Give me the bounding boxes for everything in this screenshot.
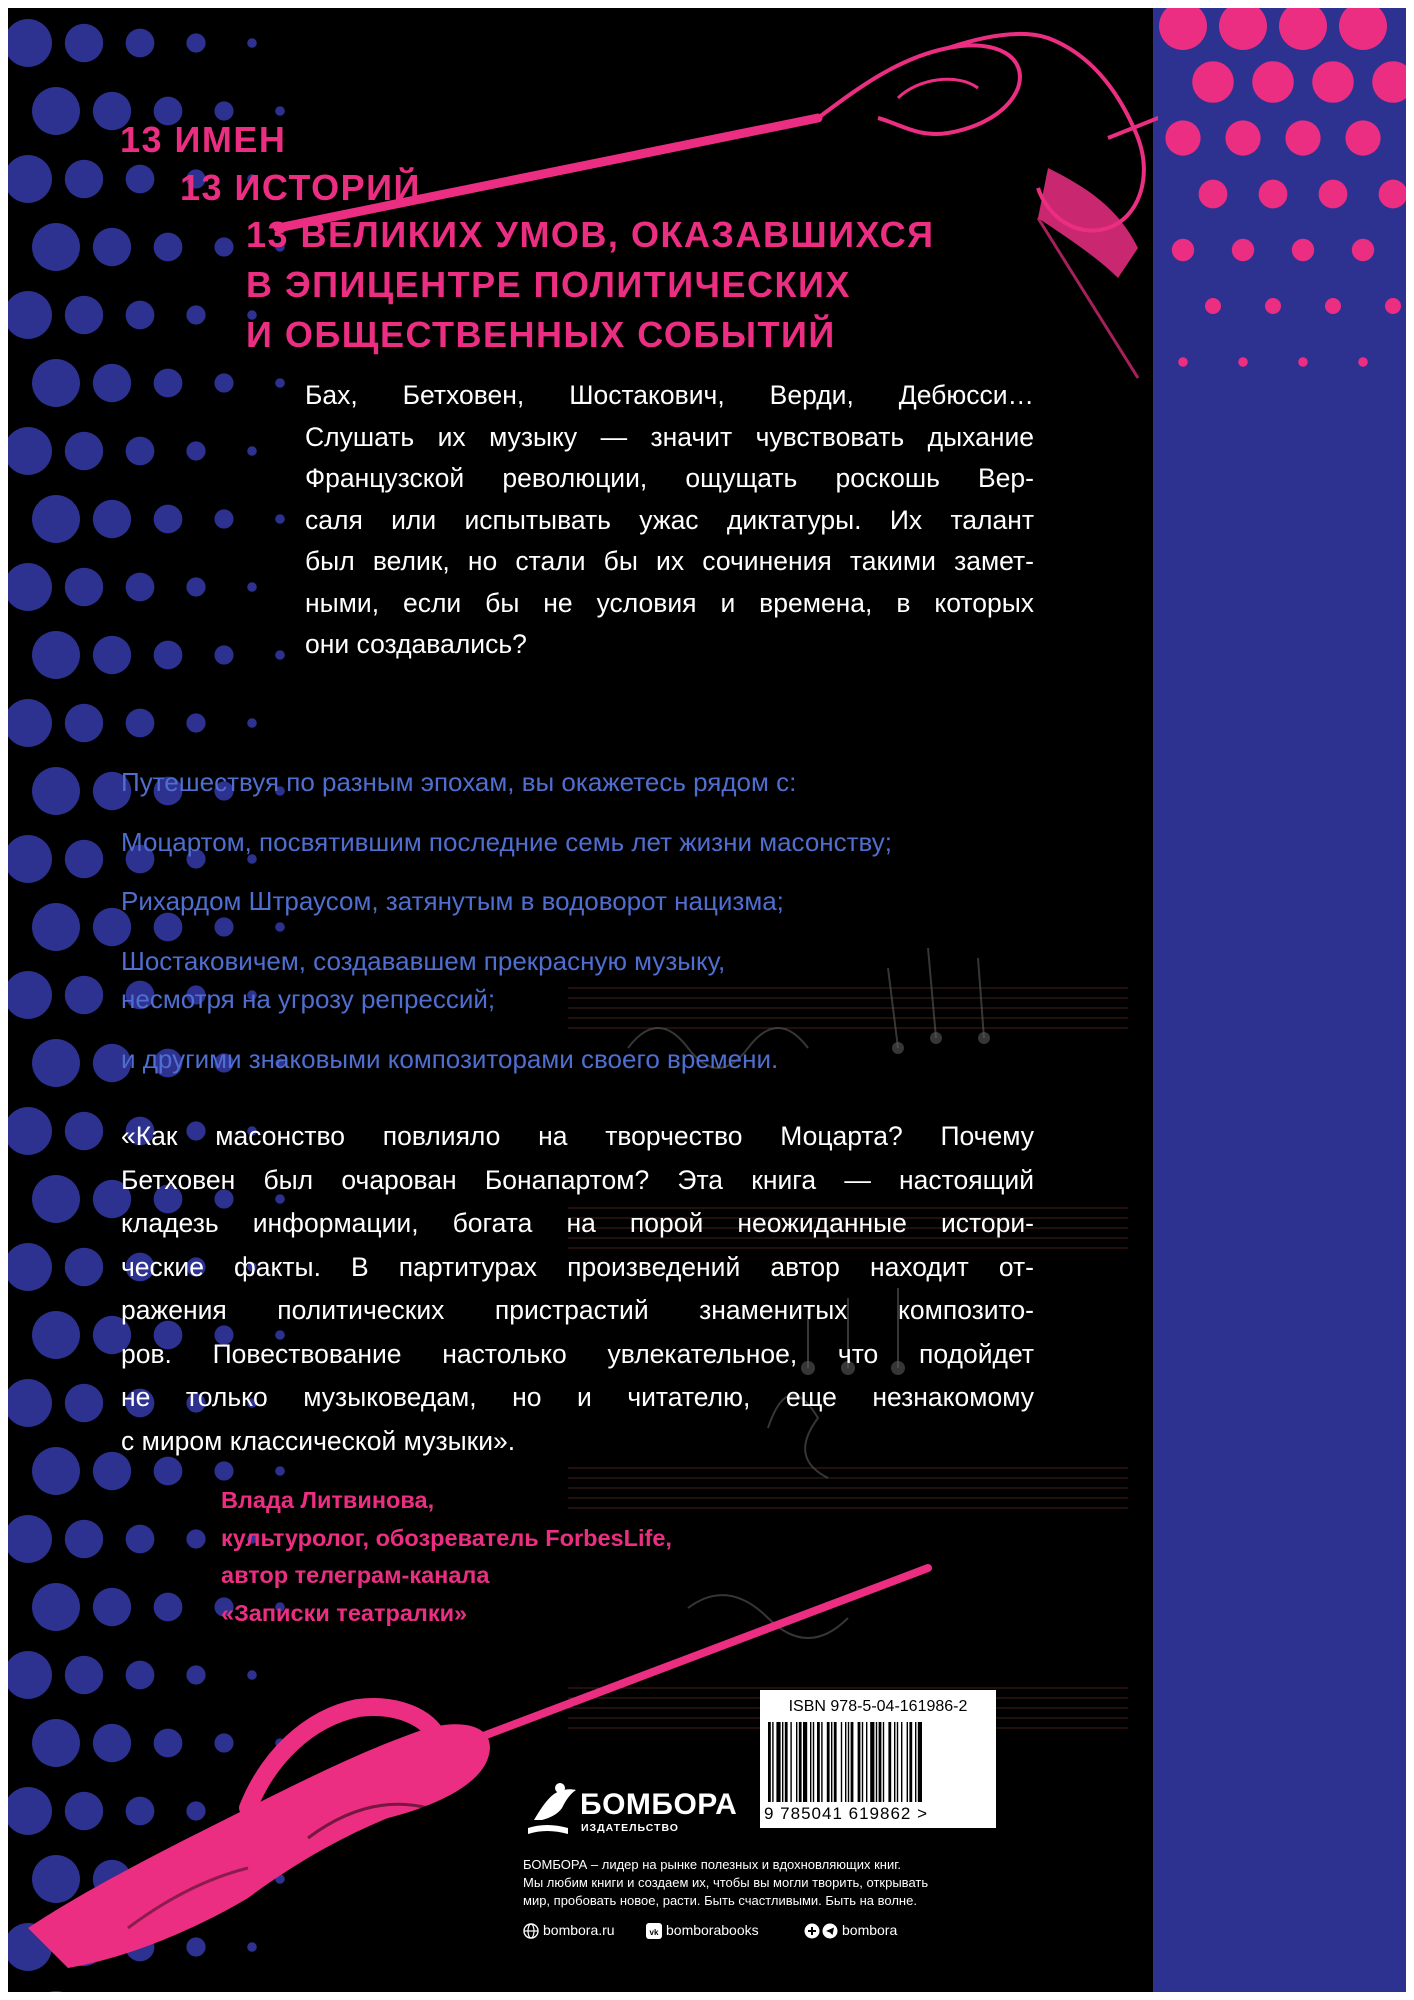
publisher-blurb-3: мир, пробовать новое, расти. Быть счастливыми. Быть на волне. — [523, 1893, 917, 1908]
halftone-dot — [1325, 298, 1341, 314]
halftone-dot — [1192, 61, 1234, 103]
intro-line: Слушать их музыку — значит чувствовать дыхание — [305, 421, 1034, 452]
halftone-dot — [1298, 357, 1308, 367]
halftone-dot — [126, 165, 155, 194]
quote-line: с миром классической музыки». — [121, 1425, 516, 1456]
halftone-dot — [8, 1107, 52, 1155]
barcode-bar — [831, 1722, 832, 1802]
halftone-dot — [1159, 8, 1207, 50]
halftone-dot — [1312, 61, 1354, 103]
attribution-channel: автор телеграм-канала — [221, 1562, 490, 1588]
plus-icon — [804, 1923, 820, 1939]
right-halftone-band — [1153, 8, 1406, 1992]
journey-item-shostakovich-1: Шостаковичем, создававшем прекрасную музыку, — [121, 946, 726, 976]
halftone-dot — [1352, 239, 1374, 261]
barcode-bar — [803, 1722, 807, 1802]
barcode-bar — [817, 1722, 820, 1802]
svg-text:vk: vk — [649, 1928, 659, 1937]
headline-line-4: В ЭПИЦЕНТРЕ ПОЛИТИЧЕСКИХ — [246, 264, 851, 305]
halftone-dot — [126, 301, 155, 330]
barcode-bar — [897, 1722, 898, 1802]
barcode-bar — [883, 1722, 884, 1802]
barcode-bar — [772, 1722, 773, 1802]
halftone-dot — [65, 296, 103, 334]
headline-line-1: 13 ИМЕН — [120, 119, 287, 160]
halftone-dot — [126, 437, 155, 466]
halftone-dot — [1205, 298, 1221, 314]
halftone-dot — [93, 228, 131, 266]
barcode-bar — [782, 1722, 783, 1802]
halftone-dot — [1285, 120, 1320, 155]
halftone-dot — [247, 38, 257, 48]
barcode-bar — [918, 1722, 922, 1802]
barcode-bar — [768, 1722, 771, 1802]
halftone-dot — [1259, 180, 1288, 209]
intro-line: был велик, но стали бы их сочинения такими замет- — [305, 546, 1034, 576]
bombora-logo-icon — [520, 1780, 584, 1838]
barcode-bar — [821, 1722, 822, 1802]
halftone-dot — [32, 631, 80, 679]
barcode-image — [768, 1722, 988, 1804]
barcode-bar — [888, 1722, 891, 1802]
halftone-dot — [8, 1379, 52, 1427]
halftone-dot — [32, 767, 80, 815]
halftone-dot — [126, 573, 155, 602]
halftone-dot — [1172, 239, 1194, 261]
barcode-bar — [796, 1722, 797, 1802]
halftone-dot — [275, 514, 285, 524]
barcode-bar — [915, 1722, 916, 1802]
halftone-dot — [32, 495, 80, 543]
barcode-bar — [785, 1722, 788, 1802]
barcode-bar — [907, 1722, 908, 1802]
intro-line: Бах, Бетховен, Шостакович, Верди, Дебюсси… — [305, 380, 1034, 410]
halftone-dot — [65, 24, 103, 62]
halftone-dot — [1252, 61, 1294, 103]
halftone-dot — [8, 1243, 52, 1291]
halftone-dot — [32, 903, 80, 951]
barcode-bar — [879, 1722, 882, 1802]
halftone-dot — [247, 446, 257, 456]
intro-line: саля или испытывать ужас диктатуры. Их талант — [305, 504, 1034, 535]
halftone-dot — [1292, 239, 1314, 261]
halftone-dot — [93, 500, 131, 538]
quote-line: кладезь информации, богата на порой неожиданные истори- — [121, 1208, 1034, 1238]
halftone-dot — [1265, 298, 1281, 314]
halftone-dot — [65, 1384, 103, 1422]
halftone-dot — [1178, 357, 1188, 367]
halftone-dot — [154, 369, 183, 398]
halftone-dot — [186, 441, 205, 460]
quote-line: не только музыковедам, но и читателю, еще незнакомому — [121, 1382, 1034, 1412]
halftone-dot — [214, 917, 233, 936]
halftone-dot — [1238, 357, 1248, 367]
halftone-dot — [126, 709, 155, 738]
halftone-dot — [8, 835, 52, 883]
barcode-bar — [866, 1722, 867, 1802]
publisher-logo-name: БОМБОРА — [580, 1788, 738, 1821]
barcode-bar — [799, 1722, 802, 1802]
halftone-dot — [214, 509, 233, 528]
barcode-bar — [870, 1722, 874, 1802]
barcode-bar — [776, 1722, 780, 1802]
barcode-bar — [813, 1722, 814, 1802]
intro-paragraph — [305, 375, 1034, 666]
halftone-dot — [8, 155, 52, 203]
barcode-bar — [909, 1722, 912, 1802]
halftone-dot — [1372, 61, 1406, 103]
halftone-dot — [32, 1311, 80, 1359]
halftone-dot — [214, 237, 233, 256]
halftone-dot — [1319, 180, 1348, 209]
halftone-dot — [247, 582, 257, 592]
quote-line: «Как масонство повлияло на творчество Моцарта? Почему — [121, 1121, 1034, 1151]
review-quote — [121, 1115, 1034, 1463]
halftone-dot — [1339, 8, 1387, 50]
journey-item-others: и другими знаковыми композиторами своего времени. — [121, 1044, 779, 1074]
headline-line-2: 13 ИСТОРИЙ — [180, 167, 421, 208]
halftone-dot — [214, 373, 233, 392]
isbn-barcode-box — [760, 1690, 996, 1828]
halftone-dot — [126, 29, 155, 58]
halftone-dot — [32, 1039, 80, 1087]
halftone-dot — [8, 427, 52, 475]
halftone-dot — [214, 645, 233, 664]
halftone-dot — [8, 971, 52, 1019]
halftone-dot — [65, 1112, 103, 1150]
halftone-dot — [186, 305, 205, 324]
barcode-bar — [851, 1722, 854, 1802]
vk-link[interactable]: bomborabooks — [666, 1922, 759, 1938]
halftone-dot — [1165, 120, 1200, 155]
vk-icon — [646, 1923, 662, 1939]
telegram-icon — [822, 1923, 838, 1939]
globe-icon — [523, 1923, 539, 1939]
back-cover — [8, 8, 1406, 1992]
halftone-dot — [65, 840, 103, 878]
halftone-dot — [32, 359, 80, 407]
halftone-dot — [275, 650, 285, 660]
halftone-dot — [65, 568, 103, 606]
halftone-dot — [186, 577, 205, 596]
halftone-dot — [1385, 298, 1401, 314]
barcode-bar — [901, 1722, 902, 1802]
attribution-name: Влада Литвинова, — [221, 1487, 435, 1513]
attribution-role: культуролог, обозреватель ForbesLife, — [221, 1525, 672, 1551]
barcode-bar — [827, 1722, 830, 1802]
journey-item-shostakovich-2: несмотря на угрозу репрессий; — [121, 984, 496, 1014]
intro-line: Французской революции, ощущать роскошь Вер- — [305, 463, 1034, 493]
halftone-dot — [154, 641, 183, 670]
barcode-bar — [848, 1722, 849, 1802]
barcode-bar — [858, 1722, 861, 1802]
halftone-dot — [1358, 357, 1368, 367]
halftone-dot — [65, 432, 103, 470]
halftone-dot — [247, 718, 257, 728]
journey-item-mozart: Моцартом, посвятившим последние семь лет жизни масонству; — [121, 827, 893, 857]
halftone-dot — [1345, 120, 1380, 155]
halftone-dot — [65, 160, 103, 198]
barcode-bar — [810, 1722, 811, 1802]
journey-lead: Путешествуя по разным эпохам, вы окажетесь рядом с: — [121, 767, 797, 797]
halftone-dot — [32, 1175, 80, 1223]
publisher-logo-subtitle: ИЗДАТЕЛЬСТВО — [581, 1822, 679, 1834]
halftone-dot — [214, 1461, 233, 1480]
halftone-dot — [65, 976, 103, 1014]
halftone-dot — [32, 223, 80, 271]
barcode-bar — [862, 1722, 863, 1802]
halftone-dot — [32, 1447, 80, 1495]
halftone-dot — [154, 505, 183, 534]
website-link[interactable]: bombora.ru — [543, 1922, 615, 1938]
halftone-dot — [154, 233, 183, 262]
publisher-blurb-1: БОМБОРА – лидер на рынке полезных и вдохновляющих книг. — [523, 1857, 901, 1872]
isbn-digits: 9 785041 619862 > — [764, 1804, 929, 1823]
barcode-bar — [894, 1722, 895, 1802]
quote-line: ческие факты. В партитурах произведений автор находит от- — [121, 1251, 1034, 1282]
halftone-dot — [93, 636, 131, 674]
halftone-dot — [275, 922, 285, 932]
halftone-dot — [1279, 8, 1327, 50]
halftone-dot — [65, 1248, 103, 1286]
quote-line: ров. Повествование настолько увлекательное, что подойдет — [121, 1338, 1034, 1369]
telegram-link[interactable]: bombora — [842, 1922, 898, 1938]
headline-line-5: И ОБЩЕСТВЕННЫХ СОБЫТИЙ — [246, 314, 836, 355]
isbn-label: ISBN 978-5-04-161986-2 — [788, 1698, 968, 1715]
halftone-dot — [1232, 239, 1254, 261]
halftone-dot — [186, 33, 205, 52]
quote-line: ражения политических пристрастий знаменитых композито- — [121, 1295, 1034, 1325]
intro-line: ными, если бы не условия и времена, в которых — [305, 587, 1034, 618]
halftone-dot — [186, 713, 205, 732]
halftone-dot — [93, 364, 131, 402]
halftone-dot — [32, 1991, 80, 1992]
halftone-dot — [8, 699, 52, 747]
barcode-bar — [834, 1722, 837, 1802]
barcode-bar — [845, 1722, 846, 1802]
halftone-dot — [8, 19, 52, 67]
journey-item-strauss: Рихардом Штраусом, затянутым в водоворот нацизма; — [121, 886, 784, 916]
intro-line: они создавались? — [305, 629, 527, 659]
barcode-bar — [876, 1722, 877, 1802]
quote-line: Бетховен был очарован Бонапартом? Эта книга — настоящий — [121, 1164, 1034, 1195]
halftone-dot — [1379, 180, 1406, 209]
barcode-bar — [790, 1722, 791, 1802]
halftone-dot — [1199, 180, 1228, 209]
halftone-dot — [8, 291, 52, 339]
barcode-bar — [841, 1722, 842, 1802]
attribution-channel-name: «Записки театралки» — [221, 1600, 468, 1626]
halftone-dot — [275, 1466, 285, 1476]
halftone-dot — [1219, 8, 1267, 50]
halftone-dot — [1225, 120, 1260, 155]
publisher-blurb-2: Мы любим книги и создаем их, чтобы вы могли творить, открывать — [523, 1875, 929, 1890]
halftone-dot — [8, 563, 52, 611]
headline-line-3: 13 ВЕЛИКИХ УМОВ, ОКАЗАВШИХСЯ — [246, 214, 935, 255]
halftone-dot — [32, 87, 80, 135]
halftone-dot — [65, 704, 103, 742]
